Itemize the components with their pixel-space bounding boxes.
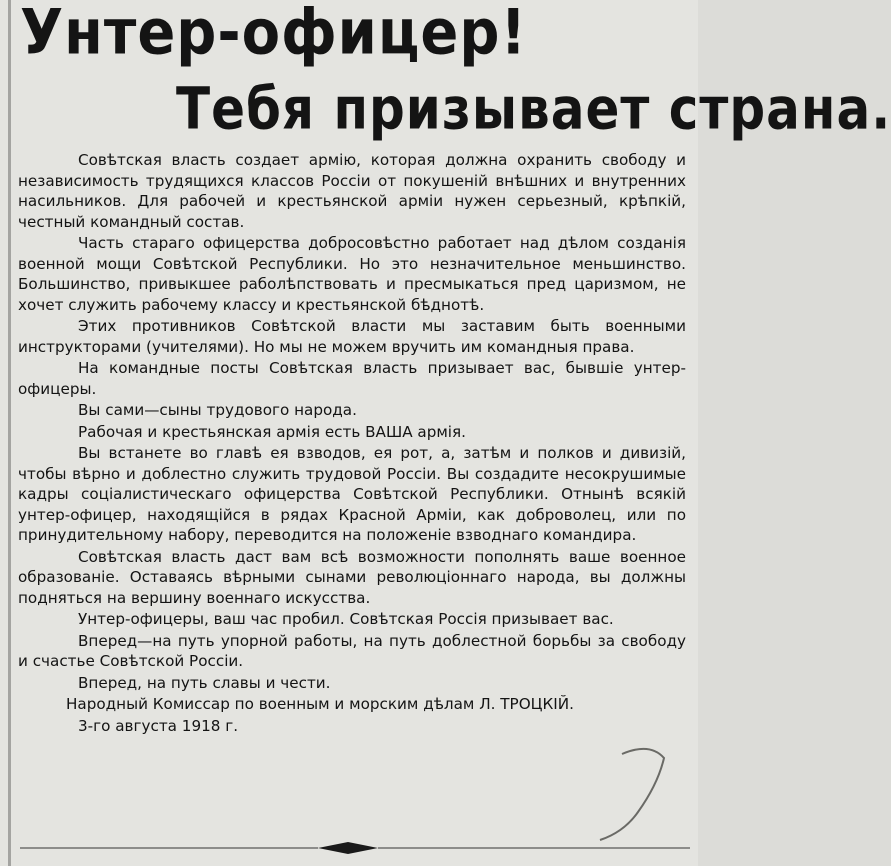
paragraph: Совѣтская власть создает армію, которая должна охранить свободу и независимость трудящихся классов Россіи от покушеній внѣшних и внутренних насильников. Для рабочей и крестьянской арміи нужен серьезный, крѣпкій, честный командный состав. — [18, 151, 686, 231]
poster-title-line1: Унтер-офицер! — [20, 0, 528, 70]
paragraph: На командные посты Совѣтская власть призывает вас, бывшіе унтер-офицеры. — [18, 359, 686, 398]
date-line: 3-го августа 1918 г. — [78, 716, 239, 735]
poster-title-line2: Тебя призывает страна. — [176, 75, 891, 143]
poster-body — [18, 150, 686, 737]
pencil-mark-icon — [560, 740, 700, 850]
divider-ornament-icon — [0, 840, 698, 856]
paragraph: Унтер-офицеры, ваш час пробил. Совѣтская Россія призывает вас. — [78, 610, 614, 628]
paragraph: Вы встанете во главѣ ея взводов, ея рот, а, затѣм и полков и дивизій, чтобы вѣрно и доблестно служить трудовой Россіи. Вы создадите несокрушимые кадры соціалистическаго офицерства Совѣтской Республики. Отнынѣ всякій унтер-офицер, находящійся в рядах Красной Арміи, как доброволец, или по принудительному набору, переводится на положеніе взводнаго командира. — [18, 444, 686, 544]
page-edge-shadow — [8, 0, 11, 866]
paragraph: Совѣтская власть даст вам всѣ возможности пополнять ваше военное образованіе. Оставаясь вѣрными сынами революціоннаго народа, вы должны подняться на вершину военнаго искусства. — [18, 547, 686, 607]
signature-line: Народный Комиссар по военным и морским дѣлам Л. ТРОЦКІЙ. — [66, 695, 574, 713]
paragraph: Вперед, на путь славы и чести. — [78, 673, 331, 692]
paragraph: Часть стараго офицерства добросовѣстно работает над дѣлом созданія военной мощи Совѣтской Республики. Но это незначительное меньшинство. Большинство, привыкшее раболѣпствовать и пресмыкаться пред царизмом, не хочет служить рабочему классу и крестьянской бѣднотѣ. — [18, 234, 686, 314]
paragraph: Вперед—на путь упорной работы, на путь доблестной борьбы за свободу и счастье Совѣтской Россіи. — [18, 631, 686, 670]
paragraph: Этих противников Совѣтской власти мы заставим быть военными инструкторами (учителями). Но мы не можем вручить им командныя права. — [18, 317, 686, 356]
paragraph: Рабочая и крестьянская армія есть ВАША армія. — [78, 422, 466, 441]
paragraph: Вы сами—сыны трудового народа. — [78, 401, 357, 419]
